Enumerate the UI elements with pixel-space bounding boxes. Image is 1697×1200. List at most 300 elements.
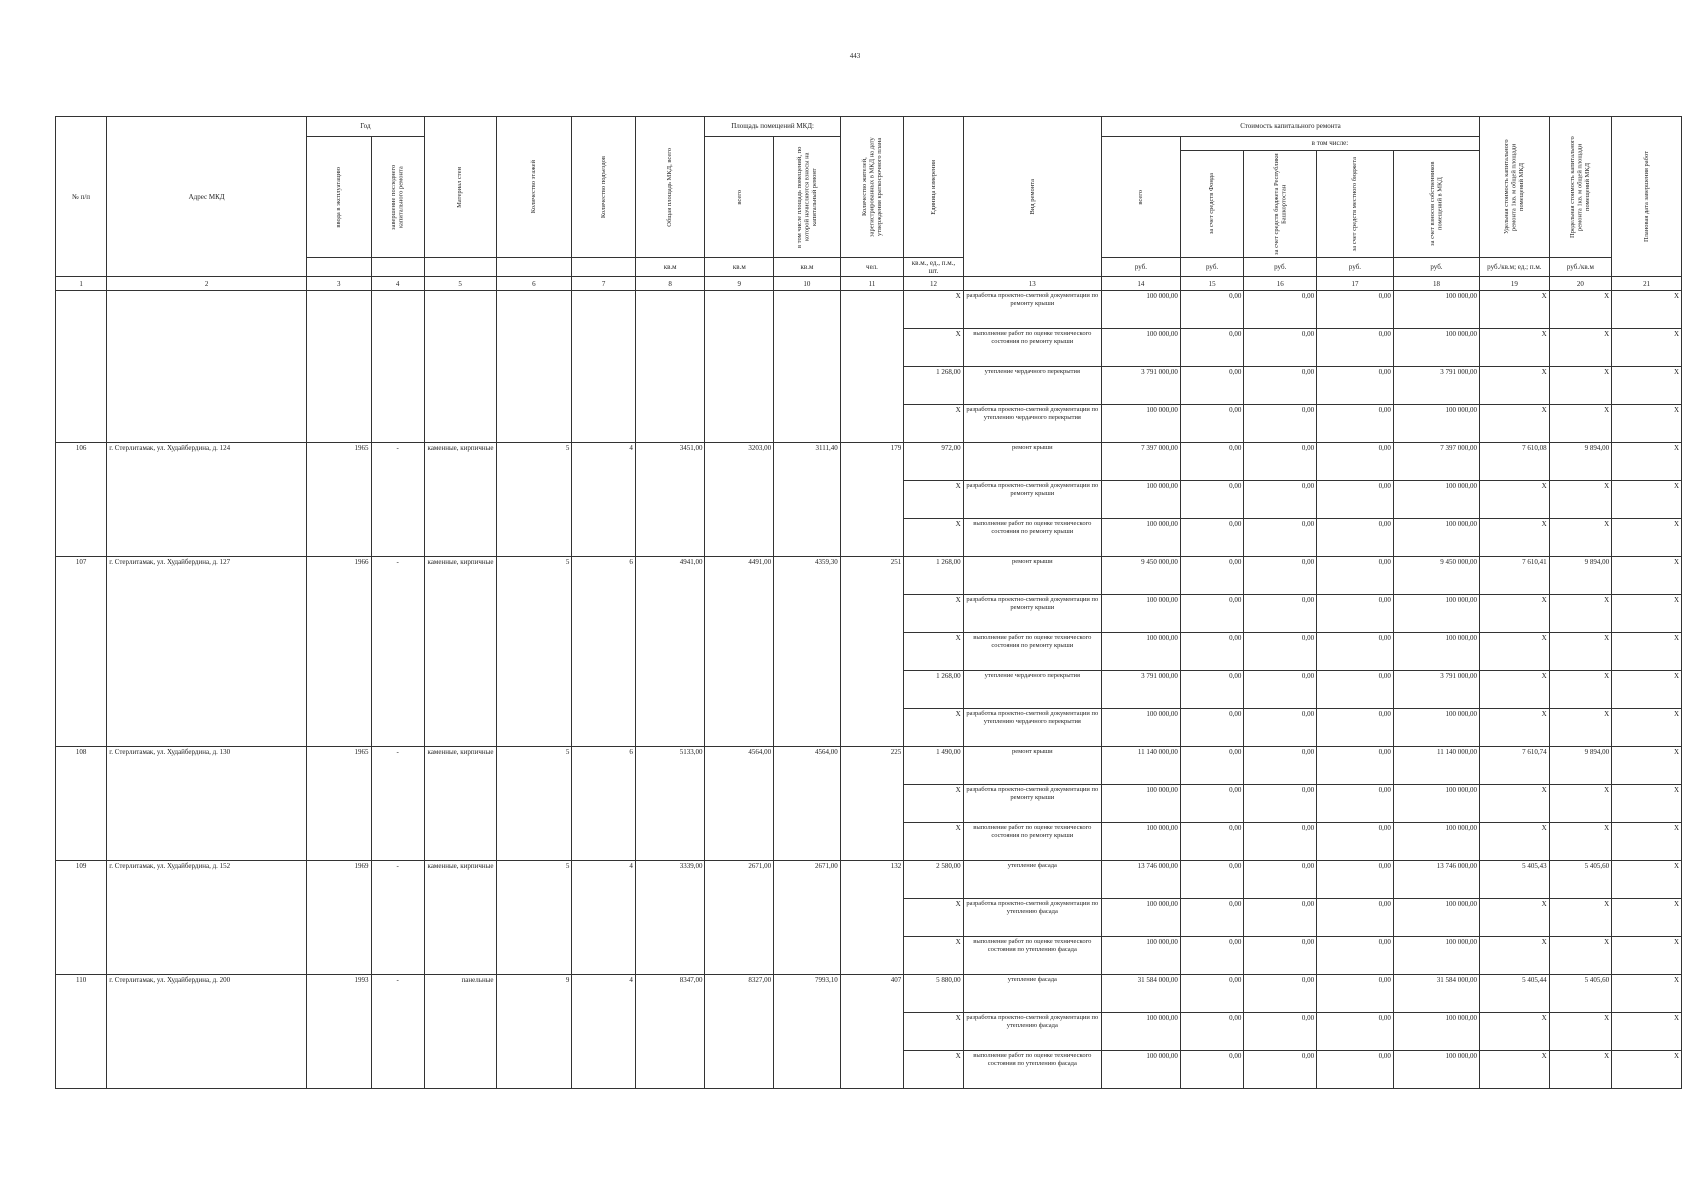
column-number-row bbox=[56, 277, 1682, 291]
cost-total-cell: 100 000,00 bbox=[1101, 329, 1180, 367]
unit-cost-cell: X bbox=[1480, 709, 1550, 747]
house-address-cell: г. Стерлитамак, ул. Худайбердина, д. 124 bbox=[107, 443, 307, 557]
plan-date-cell: X bbox=[1612, 443, 1682, 481]
wall-material-cell: каменные, кирпичные bbox=[424, 557, 496, 747]
header-max-cost-label: Предельная стоимость капитального ремонта 1кв. м общей площади помещений МКД bbox=[1569, 136, 1592, 238]
cost-local-budget-cell: 0,00 bbox=[1317, 975, 1394, 1013]
plan-date-cell: X bbox=[1612, 709, 1682, 747]
wall-material-cell: каменные, кирпичные bbox=[424, 861, 496, 975]
house-number-cell: 108 bbox=[56, 747, 107, 861]
header-floors bbox=[496, 117, 572, 258]
cost-republic-budget-cell: 0,00 bbox=[1244, 823, 1317, 861]
cost-republic-budget-cell: 0,00 bbox=[1244, 1013, 1317, 1051]
cost-republic-budget-cell: 0,00 bbox=[1244, 557, 1317, 595]
unit-cost-cell: 7 610,41 bbox=[1480, 557, 1550, 595]
year-commission-cell bbox=[306, 291, 371, 443]
house-address-cell bbox=[107, 291, 307, 443]
unit-quantity-cell: X bbox=[904, 899, 963, 937]
work-type-cell: разработка проектно-сметной документации по утеплению чердачного перекрытия bbox=[963, 405, 1101, 443]
header-year-commission-label: ввода в эксплуатацию bbox=[335, 166, 343, 228]
table-row bbox=[56, 861, 1682, 899]
header-floors-label: Количество этажей bbox=[530, 160, 538, 214]
unit-quantity-cell: 5 880,00 bbox=[904, 975, 963, 1013]
unit-cost-cell: X bbox=[1480, 405, 1550, 443]
premises-included-cell: 3111,40 bbox=[774, 443, 841, 557]
cost-owners-cell: 3 791 000,00 bbox=[1393, 671, 1479, 709]
premises-total-cell: 4564,00 bbox=[705, 747, 774, 861]
total-area-cell bbox=[635, 291, 705, 443]
header-cost-total bbox=[1101, 137, 1180, 258]
year-last-repair-cell: - bbox=[371, 557, 424, 747]
max-cost-cell: X bbox=[1549, 405, 1611, 443]
cost-total-cell: 100 000,00 bbox=[1101, 405, 1180, 443]
max-cost-cell: X bbox=[1549, 1051, 1611, 1089]
unit-cost-cell: X bbox=[1480, 481, 1550, 519]
unit-quantity-cell: 1 268,00 bbox=[904, 367, 963, 405]
premises-included-cell: 2671,00 bbox=[774, 861, 841, 975]
plan-date-cell: X bbox=[1612, 595, 1682, 633]
total-area-cell: 8347,00 bbox=[635, 975, 705, 1089]
header-plan-date-label: Плановая дата завершения работ bbox=[1642, 151, 1650, 243]
unit-cost-cell: X bbox=[1480, 899, 1550, 937]
column-number: 12 bbox=[904, 277, 963, 291]
header-unit-cost bbox=[1480, 117, 1550, 258]
plan-date-cell: X bbox=[1612, 747, 1682, 785]
header-republic-budget bbox=[1244, 151, 1317, 258]
cost-fund-cell: 0,00 bbox=[1180, 1051, 1244, 1089]
unit-cell bbox=[424, 258, 496, 277]
max-cost-cell: X bbox=[1549, 519, 1611, 557]
max-cost-cell: X bbox=[1549, 823, 1611, 861]
cost-total-cell: 100 000,00 bbox=[1101, 595, 1180, 633]
max-cost-cell: 9 894,00 bbox=[1549, 747, 1611, 785]
unit-cost-cell: 5 405,43 bbox=[1480, 861, 1550, 899]
unit-quantity-cell: X bbox=[904, 595, 963, 633]
header-unit-label: Единица измерения bbox=[929, 159, 937, 215]
cost-republic-budget-cell: 0,00 bbox=[1244, 937, 1317, 975]
cost-total-cell: 100 000,00 bbox=[1101, 481, 1180, 519]
cost-fund-cell: 0,00 bbox=[1180, 557, 1244, 595]
unit-cost-cell: X bbox=[1480, 633, 1550, 671]
plan-date-cell: X bbox=[1612, 557, 1682, 595]
work-type-cell: ремонт крыши bbox=[963, 443, 1101, 481]
total-area-cell: 4941,00 bbox=[635, 557, 705, 747]
cost-republic-budget-cell: 0,00 bbox=[1244, 633, 1317, 671]
year-commission-cell: 1993 bbox=[306, 975, 371, 1089]
work-type-cell: выполнение работ по оценке технического состояния по ремонту крыши bbox=[963, 519, 1101, 557]
cost-total-cell: 7 397 000,00 bbox=[1101, 443, 1180, 481]
plan-date-cell: X bbox=[1612, 519, 1682, 557]
cost-total-cell: 100 000,00 bbox=[1101, 823, 1180, 861]
cost-total-cell: 100 000,00 bbox=[1101, 937, 1180, 975]
cost-owners-cell: 100 000,00 bbox=[1393, 899, 1479, 937]
year-commission-cell: 1969 bbox=[306, 861, 371, 975]
cost-local-budget-cell: 0,00 bbox=[1317, 899, 1394, 937]
plan-date-cell: X bbox=[1612, 405, 1682, 443]
cost-republic-budget-cell: 0,00 bbox=[1244, 785, 1317, 823]
max-cost-cell: X bbox=[1549, 785, 1611, 823]
header-cost-total-label: всего bbox=[1137, 189, 1145, 205]
column-number: 6 bbox=[496, 277, 572, 291]
repair-plan-table-container bbox=[55, 116, 1682, 1076]
year-last-repair-cell: - bbox=[371, 443, 424, 557]
work-type-cell: разработка проектно-сметной документации по ремонту крыши bbox=[963, 291, 1101, 329]
max-cost-cell: X bbox=[1549, 595, 1611, 633]
column-number: 1 bbox=[56, 277, 107, 291]
residents-cell: 407 bbox=[840, 975, 904, 1089]
cost-total-cell: 3 791 000,00 bbox=[1101, 367, 1180, 405]
cost-republic-budget-cell: 0,00 bbox=[1244, 291, 1317, 329]
entrances-cell: 6 bbox=[572, 747, 636, 861]
header-premises-total bbox=[705, 137, 774, 258]
cost-fund-cell: 0,00 bbox=[1180, 937, 1244, 975]
cost-fund-cell: 0,00 bbox=[1180, 443, 1244, 481]
column-number: 15 bbox=[1180, 277, 1244, 291]
cost-fund-cell: 0,00 bbox=[1180, 405, 1244, 443]
max-cost-cell: X bbox=[1549, 899, 1611, 937]
unit-quantity-cell: X bbox=[904, 937, 963, 975]
floors-cell: 9 bbox=[496, 975, 572, 1089]
column-number: 13 bbox=[963, 277, 1101, 291]
unit-quantity-cell: X bbox=[904, 329, 963, 367]
header-total-area-label: Общая площадь МКД, всего bbox=[666, 147, 674, 227]
cost-owners-cell: 100 000,00 bbox=[1393, 937, 1479, 975]
cost-republic-budget-cell: 0,00 bbox=[1244, 709, 1317, 747]
floors-cell: 5 bbox=[496, 557, 572, 747]
header-residents-label: Количество жителей, зарегистрированных в МКД на дату утверждения краткосрочного плана bbox=[860, 137, 883, 237]
plan-date-cell: X bbox=[1612, 785, 1682, 823]
unit-cell: руб. bbox=[1180, 258, 1244, 277]
unit-cost-cell: X bbox=[1480, 595, 1550, 633]
cost-owners-cell: 100 000,00 bbox=[1393, 519, 1479, 557]
cost-local-budget-cell: 0,00 bbox=[1317, 1051, 1394, 1089]
wall-material-cell: каменные, кирпичные bbox=[424, 443, 496, 557]
plan-date-cell: X bbox=[1612, 1051, 1682, 1089]
cost-owners-cell: 100 000,00 bbox=[1393, 405, 1479, 443]
column-number: 8 bbox=[635, 277, 705, 291]
unit-quantity-cell: 1 268,00 bbox=[904, 557, 963, 595]
house-address-cell: г. Стерлитамак, ул. Худайбердина, д. 200 bbox=[107, 975, 307, 1089]
year-commission-cell: 1965 bbox=[306, 443, 371, 557]
column-number: 16 bbox=[1244, 277, 1317, 291]
header-plan-date bbox=[1612, 117, 1682, 277]
cost-republic-budget-cell: 0,00 bbox=[1244, 481, 1317, 519]
cost-owners-cell: 100 000,00 bbox=[1393, 785, 1479, 823]
cost-total-cell: 11 140 000,00 bbox=[1101, 747, 1180, 785]
cost-local-budget-cell: 0,00 bbox=[1317, 557, 1394, 595]
work-type-cell: разработка проектно-сметной документации по утеплению чердачного перекрытия bbox=[963, 709, 1101, 747]
plan-date-cell: X bbox=[1612, 633, 1682, 671]
cost-owners-cell: 100 000,00 bbox=[1393, 1013, 1479, 1051]
cost-fund-cell: 0,00 bbox=[1180, 291, 1244, 329]
cost-owners-cell: 13 746 000,00 bbox=[1393, 861, 1479, 899]
unit-quantity-cell: X bbox=[904, 291, 963, 329]
max-cost-cell: X bbox=[1549, 481, 1611, 519]
cost-fund-cell: 0,00 bbox=[1180, 747, 1244, 785]
total-area-cell: 3339,00 bbox=[635, 861, 705, 975]
plan-date-cell: X bbox=[1612, 291, 1682, 329]
work-type-cell: выполнение работ по оценке технического состояния по ремонту крыши bbox=[963, 633, 1101, 671]
entrances-cell bbox=[572, 291, 636, 443]
cost-local-budget-cell: 0,00 bbox=[1317, 595, 1394, 633]
max-cost-cell: X bbox=[1549, 367, 1611, 405]
max-cost-cell: X bbox=[1549, 671, 1611, 709]
unit-cost-cell: X bbox=[1480, 823, 1550, 861]
plan-date-cell: X bbox=[1612, 899, 1682, 937]
cost-republic-budget-cell: 0,00 bbox=[1244, 595, 1317, 633]
unit-quantity-cell: X bbox=[904, 709, 963, 747]
cost-owners-cell: 100 000,00 bbox=[1393, 291, 1479, 329]
cost-owners-cell: 11 140 000,00 bbox=[1393, 747, 1479, 785]
cost-total-cell: 100 000,00 bbox=[1101, 709, 1180, 747]
entrances-cell: 6 bbox=[572, 557, 636, 747]
header-year-last-repair bbox=[371, 137, 424, 258]
header-year-commission bbox=[306, 137, 371, 258]
cost-total-cell: 3 791 000,00 bbox=[1101, 671, 1180, 709]
column-number: 17 bbox=[1317, 277, 1394, 291]
unit-cell: чел. bbox=[840, 258, 904, 277]
table-row bbox=[56, 291, 1682, 329]
unit-quantity-cell: 2 580,00 bbox=[904, 861, 963, 899]
cost-republic-budget-cell: 0,00 bbox=[1244, 405, 1317, 443]
unit-cell: кв.м bbox=[774, 258, 841, 277]
unit-cost-cell: X bbox=[1480, 1051, 1550, 1089]
unit-quantity-cell: 1 268,00 bbox=[904, 671, 963, 709]
work-type-cell: разработка проектно-сметной документации по ремонту крыши bbox=[963, 481, 1101, 519]
premises-included-cell bbox=[774, 291, 841, 443]
work-type-cell: ремонт крыши bbox=[963, 557, 1101, 595]
cost-fund-cell: 0,00 bbox=[1180, 785, 1244, 823]
premises-total-cell: 4491,00 bbox=[705, 557, 774, 747]
house-address-cell: г. Стерлитамак, ул. Худайбердина, д. 152 bbox=[107, 861, 307, 975]
cost-total-cell: 31 584 000,00 bbox=[1101, 975, 1180, 1013]
unit-quantity-cell: 1 490,00 bbox=[904, 747, 963, 785]
cost-republic-budget-cell: 0,00 bbox=[1244, 671, 1317, 709]
cost-total-cell: 100 000,00 bbox=[1101, 785, 1180, 823]
cost-fund-cell: 0,00 bbox=[1180, 861, 1244, 899]
unit-cost-cell: X bbox=[1480, 1013, 1550, 1051]
floors-cell: 5 bbox=[496, 861, 572, 975]
unit-cell: кв.м., ед., п.м., шт. bbox=[904, 258, 963, 277]
header-owners-label: за счет взносов собственников помещений в МКД bbox=[1428, 161, 1444, 247]
cost-fund-cell: 0,00 bbox=[1180, 633, 1244, 671]
column-number: 10 bbox=[774, 277, 841, 291]
cost-local-budget-cell: 0,00 bbox=[1317, 1013, 1394, 1051]
plan-date-cell: X bbox=[1612, 671, 1682, 709]
cost-fund-cell: 0,00 bbox=[1180, 671, 1244, 709]
table-row bbox=[56, 975, 1682, 1013]
house-address-cell: г. Стерлитамак, ул. Худайбердина, д. 127 bbox=[107, 557, 307, 747]
work-type-cell: утепление фасада bbox=[963, 861, 1101, 899]
residents-cell bbox=[840, 291, 904, 443]
premises-total-cell: 2671,00 bbox=[705, 861, 774, 975]
plan-date-cell: X bbox=[1612, 937, 1682, 975]
unit-cell bbox=[572, 258, 636, 277]
cost-owners-cell: 100 000,00 bbox=[1393, 823, 1479, 861]
plan-date-cell: X bbox=[1612, 329, 1682, 367]
work-type-cell: выполнение работ по оценке технического состояния по ремонту крыши bbox=[963, 329, 1101, 367]
max-cost-cell: X bbox=[1549, 709, 1611, 747]
max-cost-cell: 5 405,60 bbox=[1549, 861, 1611, 899]
unit-cost-cell: X bbox=[1480, 367, 1550, 405]
header-unit-cost-label: Удельная стоимость капитального ремонта 1кв. м общей площади помещений МКД bbox=[1503, 139, 1526, 235]
unit-quantity-cell: X bbox=[904, 405, 963, 443]
header-entrances-label: Количество подъездов bbox=[599, 155, 607, 219]
unit-quantity-cell: X bbox=[904, 519, 963, 557]
cost-owners-cell: 100 000,00 bbox=[1393, 329, 1479, 367]
house-address-cell: г. Стерлитамак, ул. Худайбердина, д. 130 bbox=[107, 747, 307, 861]
work-type-cell: разработка проектно-сметной документации по ремонту крыши bbox=[963, 785, 1101, 823]
column-number: 5 bbox=[424, 277, 496, 291]
cost-republic-budget-cell: 0,00 bbox=[1244, 329, 1317, 367]
unit-cell: кв.м bbox=[635, 258, 705, 277]
max-cost-cell: 5 405,60 bbox=[1549, 975, 1611, 1013]
cost-local-budget-cell: 0,00 bbox=[1317, 633, 1394, 671]
cost-local-budget-cell: 0,00 bbox=[1317, 861, 1394, 899]
unit-cost-cell: 7 610,74 bbox=[1480, 747, 1550, 785]
floors-cell bbox=[496, 291, 572, 443]
header-premises-total-label: всего bbox=[735, 189, 743, 205]
unit-quantity-cell: X bbox=[904, 823, 963, 861]
entrances-cell: 4 bbox=[572, 861, 636, 975]
column-number: 3 bbox=[306, 277, 371, 291]
header-total-area bbox=[635, 117, 705, 258]
floors-cell: 5 bbox=[496, 443, 572, 557]
unit-cell bbox=[371, 258, 424, 277]
unit-cost-cell: X bbox=[1480, 291, 1550, 329]
work-type-cell: разработка проектно-сметной документации по утеплению фасада bbox=[963, 1013, 1101, 1051]
cost-fund-cell: 0,00 bbox=[1180, 899, 1244, 937]
plan-date-cell: X bbox=[1612, 367, 1682, 405]
year-last-repair-cell: - bbox=[371, 861, 424, 975]
house-number-cell: 106 bbox=[56, 443, 107, 557]
column-number: 4 bbox=[371, 277, 424, 291]
header-local-budget bbox=[1317, 151, 1394, 258]
house-number-cell: 110 bbox=[56, 975, 107, 1089]
entrances-cell: 4 bbox=[572, 443, 636, 557]
work-type-cell: выполнение работ по оценке технического состояния по утеплению фасада bbox=[963, 937, 1101, 975]
premises-total-cell: 8327,00 bbox=[705, 975, 774, 1089]
cost-republic-budget-cell: 0,00 bbox=[1244, 747, 1317, 785]
unit-cell bbox=[496, 258, 572, 277]
entrances-cell: 4 bbox=[572, 975, 636, 1089]
header-local-budget-label: за счет средств местного бюджета bbox=[1351, 156, 1359, 252]
header-address: Адрес МКД bbox=[107, 117, 307, 277]
year-last-repair-cell: - bbox=[371, 975, 424, 1089]
cost-republic-budget-cell: 0,00 bbox=[1244, 975, 1317, 1013]
total-area-cell: 5133,00 bbox=[635, 747, 705, 861]
cost-republic-budget-cell: 0,00 bbox=[1244, 443, 1317, 481]
work-type-cell: разработка проектно-сметной документации по утеплению фасада bbox=[963, 899, 1101, 937]
unit-cell: руб. bbox=[1393, 258, 1479, 277]
table-header bbox=[56, 117, 1682, 291]
header-premises-included-label: в том числе площадь помещений, по которой начисляются взносы на капитальный ремонт bbox=[795, 146, 818, 248]
work-type-cell: утепление чердачного перекрытия bbox=[963, 367, 1101, 405]
cost-local-budget-cell: 0,00 bbox=[1317, 785, 1394, 823]
max-cost-cell: X bbox=[1549, 1013, 1611, 1051]
cost-total-cell: 9 450 000,00 bbox=[1101, 557, 1180, 595]
unit-quantity-cell: X bbox=[904, 785, 963, 823]
work-type-cell: выполнение работ по оценке технического состояния по ремонту крыши bbox=[963, 823, 1101, 861]
cost-fund-cell: 0,00 bbox=[1180, 367, 1244, 405]
cost-republic-budget-cell: 0,00 bbox=[1244, 899, 1317, 937]
work-type-cell: ремонт крыши bbox=[963, 747, 1101, 785]
unit-cost-cell: 5 405,44 bbox=[1480, 975, 1550, 1013]
residents-cell: 132 bbox=[840, 861, 904, 975]
cost-fund-cell: 0,00 bbox=[1180, 329, 1244, 367]
wall-material-cell: каменные, кирпичные bbox=[424, 747, 496, 861]
cost-local-budget-cell: 0,00 bbox=[1317, 443, 1394, 481]
unit-cell: руб./кв.м; ед.; п.м. bbox=[1480, 258, 1550, 277]
header-including: в том числе: bbox=[1180, 137, 1479, 151]
cost-owners-cell: 100 000,00 bbox=[1393, 709, 1479, 747]
column-number: 20 bbox=[1549, 277, 1611, 291]
max-cost-cell: X bbox=[1549, 291, 1611, 329]
header-year-last-repair-label: завершение последнего капитального ремонта bbox=[390, 164, 405, 230]
table-row bbox=[56, 443, 1682, 481]
cost-owners-cell: 31 584 000,00 bbox=[1393, 975, 1479, 1013]
plan-date-cell: X bbox=[1612, 861, 1682, 899]
column-number: 14 bbox=[1101, 277, 1180, 291]
table-body bbox=[56, 291, 1682, 1089]
header-work-type-label: Вид ремонта bbox=[1028, 178, 1036, 215]
total-area-cell: 3451,00 bbox=[635, 443, 705, 557]
house-number-cell bbox=[56, 291, 107, 443]
work-type-cell: разработка проектно-сметной документации по ремонту крыши bbox=[963, 595, 1101, 633]
unit-cost-cell: X bbox=[1480, 671, 1550, 709]
cost-total-cell: 100 000,00 bbox=[1101, 519, 1180, 557]
premises-total-cell: 3203,00 bbox=[705, 443, 774, 557]
header-work-type bbox=[963, 117, 1101, 277]
header-fund bbox=[1180, 151, 1244, 258]
cost-local-budget-cell: 0,00 bbox=[1317, 481, 1394, 519]
cost-fund-cell: 0,00 bbox=[1180, 519, 1244, 557]
cost-republic-budget-cell: 0,00 bbox=[1244, 519, 1317, 557]
cost-total-cell: 100 000,00 bbox=[1101, 633, 1180, 671]
unit-cell bbox=[306, 258, 371, 277]
header-premises-included bbox=[774, 137, 841, 258]
plan-date-cell: X bbox=[1612, 1013, 1682, 1051]
cost-owners-cell: 100 000,00 bbox=[1393, 633, 1479, 671]
max-cost-cell: X bbox=[1549, 633, 1611, 671]
work-type-cell: выполнение работ по оценке технического состояния по утеплению фасада bbox=[963, 1051, 1101, 1089]
work-type-cell: утепление фасада bbox=[963, 975, 1101, 1013]
premises-included-cell: 4359,30 bbox=[774, 557, 841, 747]
cost-local-budget-cell: 0,00 bbox=[1317, 329, 1394, 367]
unit-quantity-cell: X bbox=[904, 1051, 963, 1089]
cost-republic-budget-cell: 0,00 bbox=[1244, 367, 1317, 405]
table-row bbox=[56, 747, 1682, 785]
cost-owners-cell: 100 000,00 bbox=[1393, 595, 1479, 633]
residents-cell: 225 bbox=[840, 747, 904, 861]
column-number: 11 bbox=[840, 277, 904, 291]
page-number: 443 bbox=[849, 52, 861, 60]
unit-quantity-cell: X bbox=[904, 633, 963, 671]
header-year-group: Год bbox=[306, 117, 424, 137]
column-number: 2 bbox=[107, 277, 307, 291]
premises-total-cell bbox=[705, 291, 774, 443]
cost-owners-cell: 100 000,00 bbox=[1393, 1051, 1479, 1089]
cost-owners-cell: 9 450 000,00 bbox=[1393, 557, 1479, 595]
cost-local-budget-cell: 0,00 bbox=[1317, 671, 1394, 709]
cost-total-cell: 13 746 000,00 bbox=[1101, 861, 1180, 899]
cost-local-budget-cell: 0,00 bbox=[1317, 519, 1394, 557]
unit-cell: руб. bbox=[1101, 258, 1180, 277]
cost-local-budget-cell: 0,00 bbox=[1317, 747, 1394, 785]
cost-fund-cell: 0,00 bbox=[1180, 709, 1244, 747]
header-wall-material-label: Материал стен bbox=[456, 166, 464, 208]
column-number: 18 bbox=[1393, 277, 1479, 291]
